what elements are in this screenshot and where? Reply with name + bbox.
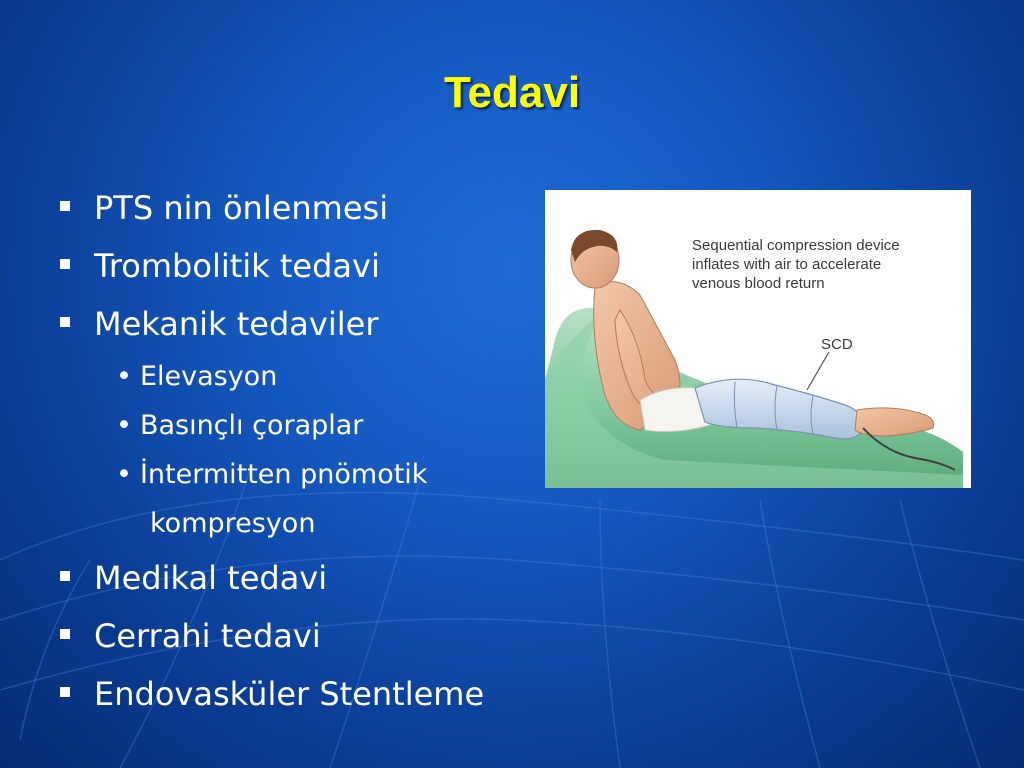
figure-caption — [692, 236, 952, 293]
bullet-item — [60, 558, 327, 598]
scd-label: SCD — [821, 336, 853, 353]
square-bullet-icon — [60, 201, 70, 211]
sub-bullet-continuation: kompresyon — [150, 508, 316, 539]
dot-bullet-icon: • — [116, 459, 132, 490]
square-bullet-icon — [60, 687, 70, 697]
bullet-text: Medikal tedavi — [94, 559, 328, 597]
caption-line: Sequential compression device — [692, 237, 900, 254]
bullet-item — [60, 616, 321, 656]
bullet-text: İntermitten pnömotik — [139, 459, 428, 490]
square-bullet-icon — [60, 629, 70, 639]
caption-line: inflates with air to accelerate — [692, 256, 882, 273]
sub-bullet-item — [116, 458, 427, 492]
bullet-text: Basınçlı çoraplar — [139, 410, 364, 441]
bullet-text: Elevasyon — [139, 361, 278, 392]
bullet-item — [60, 674, 484, 714]
bullet-item — [60, 304, 378, 344]
slide-title: Tedavi — [443, 68, 581, 117]
dot-bullet-icon: • — [116, 361, 132, 392]
bullet-text: Mekanik tedaviler — [94, 305, 379, 343]
dot-bullet-icon: • — [116, 410, 132, 441]
caption-line: venous blood return — [692, 275, 825, 292]
square-bullet-icon — [60, 259, 70, 269]
bullet-item — [60, 188, 388, 228]
sub-bullet-item — [116, 360, 277, 394]
bullet-text: PTS nin önlenmesi — [94, 189, 389, 227]
compression-device-illustration — [545, 190, 971, 488]
square-bullet-icon — [60, 571, 70, 581]
patient-illustration — [545, 190, 971, 488]
bullet-item — [60, 246, 380, 286]
bullet-text: Cerrahi tedavi — [94, 617, 321, 655]
scd-pointer-line — [807, 352, 829, 390]
bullet-text: Trombolitik tedavi — [94, 247, 380, 285]
sub-bullet-item — [116, 409, 363, 443]
bullet-text: Endovasküler Stentleme — [94, 675, 485, 713]
square-bullet-icon — [60, 317, 70, 327]
